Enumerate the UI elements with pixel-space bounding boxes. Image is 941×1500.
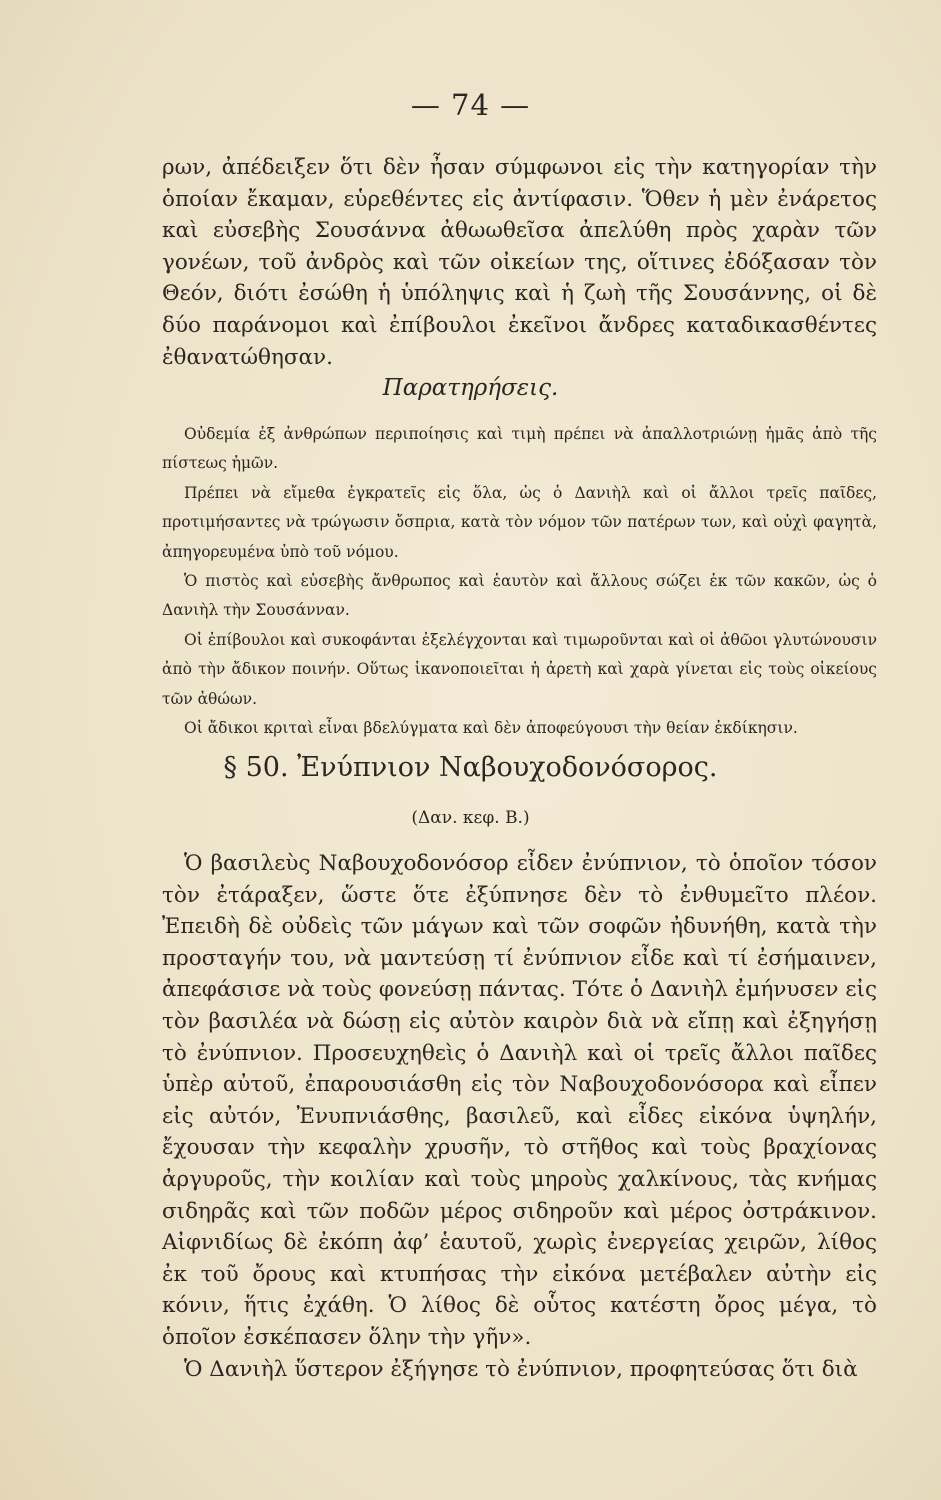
- observation-item: Οἱ ἐπίβουλοι καὶ συκοφάνται ἐξελέγχονται καὶ τιμωροῦνται καὶ οἱ ἀθῶοι γλυτώνουσιν ἀπὸ τὴν ἄδικον ποινήν. Οὕτως ἱκανοποιεῖται ἡ ἀρετὴ καὶ χαρὰ γίνεται εἰς τοὺς οἰκείους τῶν ἀθώων.: [162, 630, 877, 708]
- observation-item: Οἱ ἄδικοι κριταὶ εἶναι βδελύγματα καὶ δὲν ἀποφεύγουσι τὴν θείαν ἐκδίκησιν.: [184, 719, 798, 738]
- observation-item: Πρέπει νὰ εἴμεθα ἐγκρατεῖς εἰς ὅλα, ὡς ὁ Δανιὴλ καὶ οἱ ἄλλοι τρεῖς παῖδες, προτιμήσαντες νὰ τρώγωσιν ὄσπρια, κατὰ τὸν νόμον τῶν πατέρων των, καὶ οὐχὶ φαγητὰ, ἀπηγορευμένα ὑπὸ τοῦ νόμου.: [162, 483, 877, 561]
- intro-paragraph-block: [162, 152, 877, 373]
- page-number: — 74 —: [410, 88, 531, 122]
- observations-list: [162, 420, 877, 743]
- section-reference: (Δαν. κεφ. Β.): [411, 808, 530, 828]
- body-paragraph: Ὁ Δανιὴλ ὕστερον ἐξήγησε τὸ ἐνύπνιον, προφητεύσας ὅτι διὰ: [184, 1356, 858, 1382]
- observations-title: Παρατηρήσεις.: [382, 375, 559, 401]
- intro-paragraph: ρων, ἀπέδειξεν ὅτι δὲν ἦσαν σύμφωνοι εἰς τὴν κατηγορίαν τὴν ὁποίαν ἔκαμαν, εὑρεθέντες εἰς ἀντίφασιν. Ὅθεν ἡ μὲν ἐνάρετος καὶ εὐσεβὴς Σουσάννα ἀθωωθεῖσα ἀπελύθη πρὸς χαρὰν τῶν γονέων, τοῦ ἀνδρὸς καὶ τῶν οἰκείων της, οἵτινες ἐδόξασαν τὸν Θεόν, διότι ἐσώθη ἡ ὑπόληψις καὶ ἡ ζωὴ τῆς Σουσάννης, οἱ δὲ δύο παράνομοι καὶ ἐπίβουλοι ἐκεῖνοι ἄνδρες καταδικασθέντες ἐθανατώθησαν.: [162, 155, 877, 370]
- section-title: § 50. Ἐνύπνιον Ναβουχοδονόσορος.: [223, 752, 718, 783]
- body-paragraph: Ὁ βασιλεὺς Ναβουχοδονόσορ εἶδεν ἐνύπνιον, τὸ ὁποῖον τόσον τὸν ἐτάραξεν, ὥστε ὅτε ἐξύπνησε δὲν τὸ ἐνθυμεῖτο πλέον. Ἐπειδὴ δὲ οὐδεὶς τῶν μάγων καὶ τῶν σοφῶν ἠδυνήθη, κατὰ τὴν προσταγήν του, νὰ μαντεύσῃ τί ἐνύπνιον εἶδε καὶ τί ἐσήμαινεν, ἀπεφάσισε νὰ τοὺς φονεύσῃ πάντας. Τότε ὁ Δανιὴλ ἐμήνυσεν εἰς τὸν βασιλέα νὰ δώσῃ εἰς αὐτὸν καιρὸν διὰ νὰ εἴπῃ καὶ ἐξηγήσῃ τὸ ἐνύπνιον. Προσευχηθεὶς ὁ Δανιὴλ καὶ οἱ τρεῖς ἄλλοι παῖδες ὑπὲρ αὐτοῦ, ἐπαρουσιάσθη εἰς τὸν Ναβουχοδονόσορα καὶ εἶπεν εἰς αὐτόν, Ἐνυπνιάσθης, βασιλεῦ, καὶ εἶδες εἰκόνα ὑψηλήν, ἔχουσαν τὴν κεφαλὴν χρυσῆν, τὸ στῆθος καὶ τοὺς βραχίονας ἀργυροῦς, τὴν κοιλίαν καὶ τοὺς μηροὺς χαλκίνους, τὰς κνήμας σιδηρᾶς καὶ τῶν ποδῶν μέρος σιδηροῦν καὶ μέρος ὀστράκινον. Αἰφνιδίως δὲ ἐκόπη ἀφ’ ἑαυτοῦ, χωρὶς ἐνεργείας χειρῶν, λίθος ἐκ τοῦ ὄρους καὶ κτυπήσας τὴν εἰκόνα μετέβαλεν αὐτὴν εἰς κόνιν, ἥτις ἐχάθη. Ὁ λίθος δὲ οὗτος κατέστη ὄρος μέγα, τὸ ὁποῖον ἐσκέπασεν ὅλην τὴν γῆν».: [162, 851, 877, 1350]
- section-body: [162, 848, 877, 1385]
- observation-item: Ὁ πιστὸς καὶ εὐσεβὴς ἄνθρωπος καὶ ἑαυτὸν καὶ ἄλλους σώζει ἐκ τῶν κακῶν, ὡς ὁ Δανιὴλ τὴν Σουσάνναν.: [162, 572, 877, 620]
- observation-item: Οὐδεμία ἐξ ἀνθρώπων περιποίησις καὶ τιμὴ πρέπει νὰ ἀπαλλοτριώνῃ ἡμᾶς ἀπὸ τῆς πίστεως ἡμῶν.: [162, 425, 877, 473]
